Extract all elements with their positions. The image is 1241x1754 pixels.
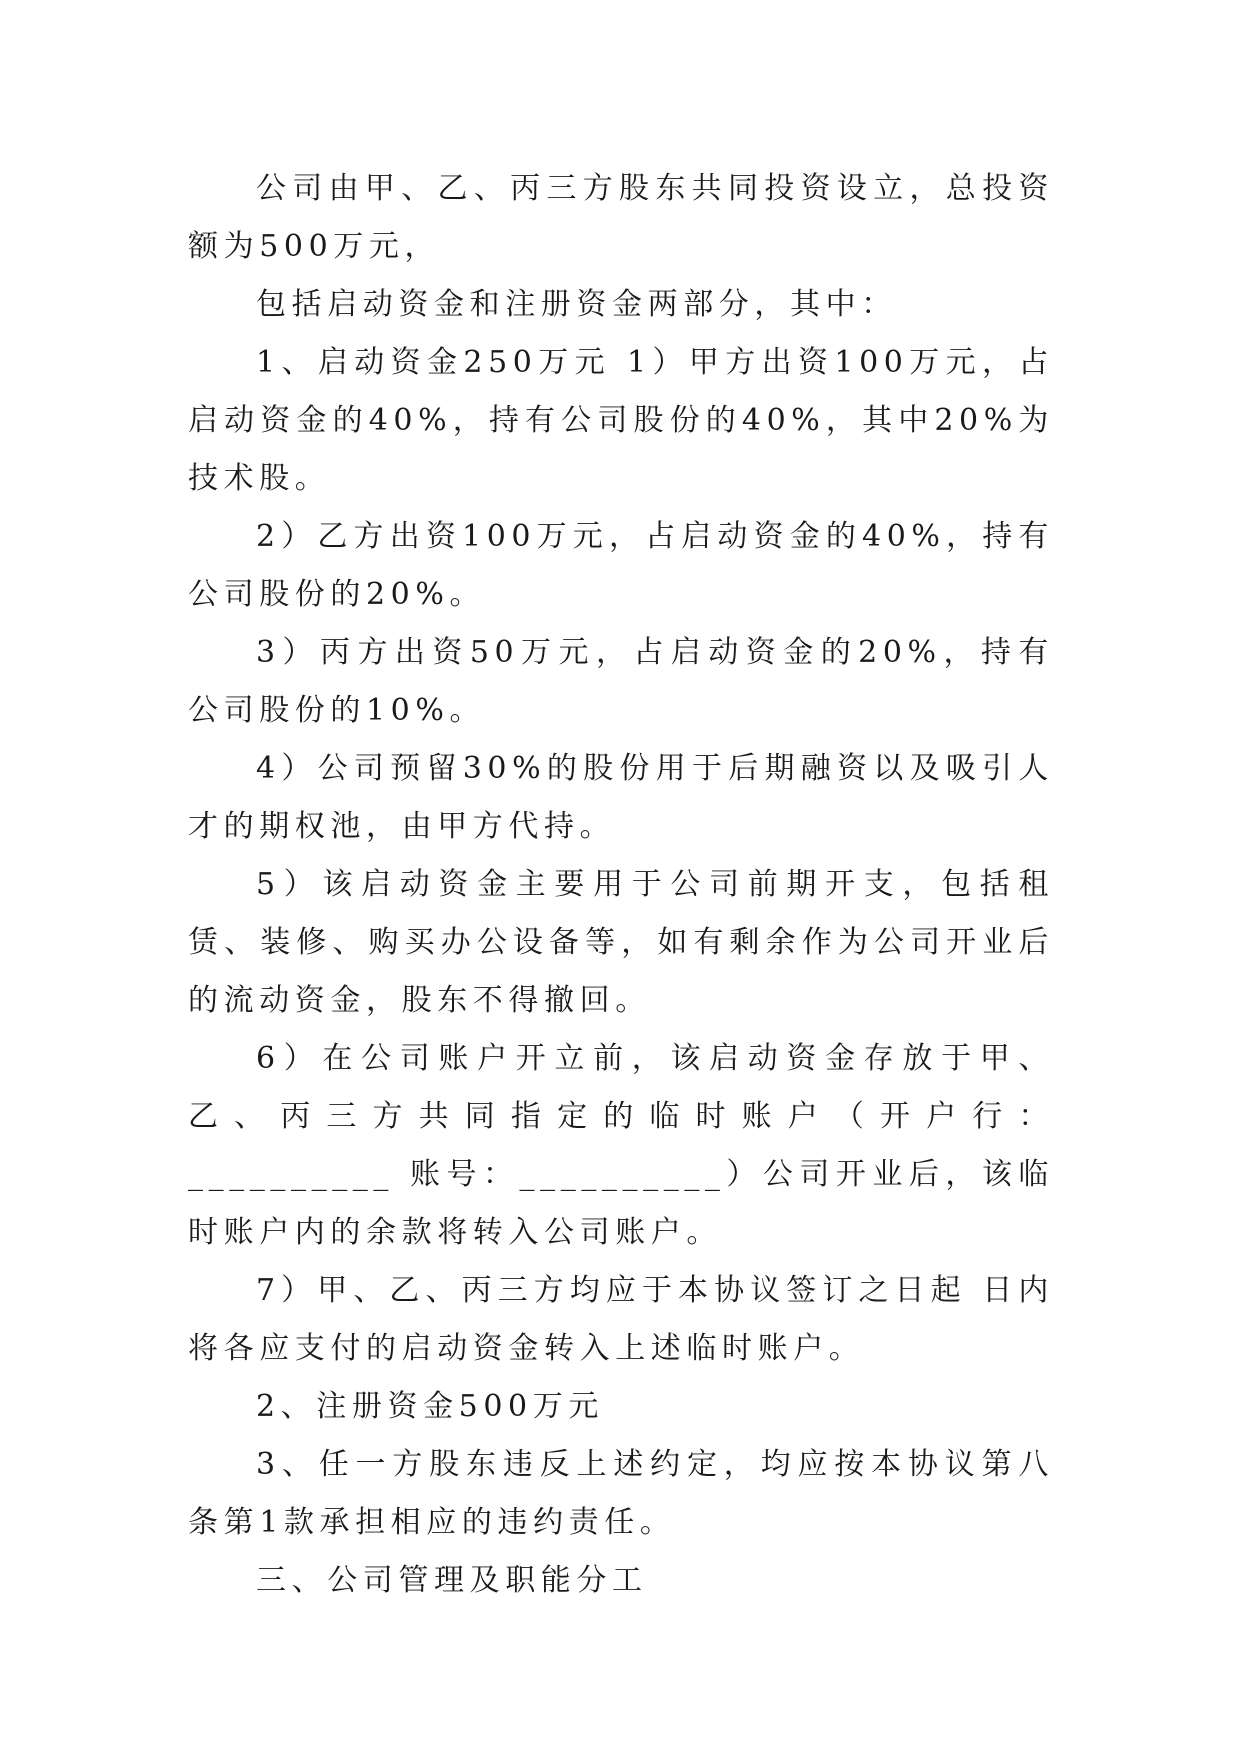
paragraph-party-b: 2）乙方出资100万元，占启动资金的40%，持有公司股份的20%。 — [188, 519, 1054, 612]
paragraph-investment-total: 公司由甲、乙、丙三方股东共同投资设立，总投资额为500万元， — [188, 171, 1054, 264]
paragraph-payment-deadline: 7）甲、乙、丙三方均应于本协议签订之日起 日内将各应支付的启动资金转入上述临时账户。 — [188, 1273, 1054, 1366]
paragraph-party-c: 3）丙方出资50万元，占启动资金的20%，持有公司股份的10%。 — [188, 635, 1054, 728]
document-body — [188, 160, 1054, 1610]
paragraph-temporary-account: 6）在公司账户开立前，该启动资金存放于甲、乙、丙三方共同指定的临时账户（开户行：__________ 账号：__________）公司开业后，该临时账户内的余款将转入公司账户。 — [188, 1041, 1054, 1250]
paragraph-breach-liability: 3、任一方股东违反上述约定，均应按本协议第八条第1款承担相应的违约责任。 — [188, 1447, 1054, 1540]
paragraph-capital-parts: 包括启动资金和注册资金两部分，其中： — [256, 287, 897, 322]
section-heading-management: 三、公司管理及职能分工 — [256, 1563, 648, 1598]
paragraph-option-pool: 4）公司预留30%的股份用于后期融资以及吸引人才的期权池，由甲方代持。 — [188, 751, 1054, 844]
paragraph-registered-capital: 2、注册资金500万元 — [256, 1389, 604, 1424]
paragraph-startup-capital-party-a: 1、启动资金250万元 1）甲方出资100万元，占启动资金的40%，持有公司股份的40%，其中20%为技术股。 — [188, 345, 1054, 496]
paragraph-startup-usage: 5）该启动资金主要用于公司前期开支，包括租赁、装修、购买办公设备等，如有剩余作为公司开业后的流动资金，股东不得撤回。 — [188, 867, 1054, 1018]
